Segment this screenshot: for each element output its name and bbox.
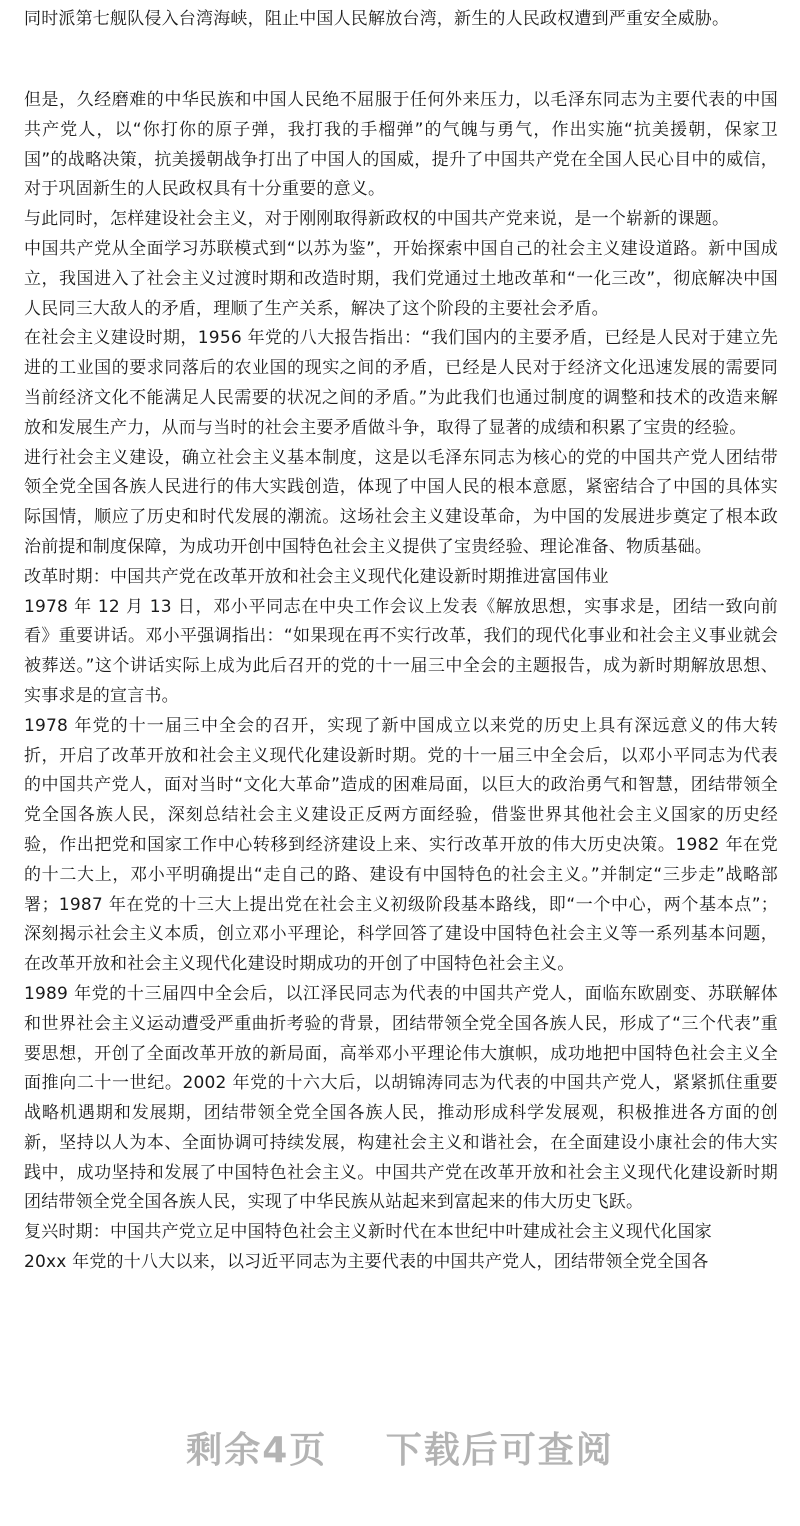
- paragraph: 1978 年党的十一届三中全会的召开，实现了新中国成立以来党的历史上具有深远意义的伟大转折，开启了改革开放和社会主义现代化建设新时期。党的十一届三中全会后，以邓小平同志为代表的中国共产党人，面对当时“文化大革命”造成的困难局面，以巨大的政治勇气和智慧，团结带领全党全国各族人民，深刻总结社会主义建设正反两方面经验，借鉴世界其他社会主义国家的历史经验，作出把党和国家工作中心转移到经济建设上来、实行改革开放的伟大历史决策。1982 年在党的十二大上，邓小平明确提出“走自己的路、建设有中国特色的社会主义。”并制定“三步走”战略部署；1987 年在党的十三大上提出党在社会主义初级阶段基本路线，即“一个中心，两个基本点”；深刻揭示社会主义本质，创立邓小平理论，科学回答了建设中国特色社会主义等一系列基本问题，在改革开放和社会主义现代化建设时期成功的开创了中国特色社会主义。: [24, 715, 778, 975]
- remaining-pages-label: 剩余4页: [186, 1430, 328, 1471]
- paragraph: 1989 年党的十三届四中全会后，以江泽民同志为代表的中国共产党人，面临东欧剧变、苏联解体和世界社会主义运动遭受严重曲折考验的背景，团结带领全党全国各族人民，形成了“三个代表”重要思想，开创了全面改革开放的新局面，高举邓小平理论伟大旗帜，成功地把中国特色社会主义全面推向二十一世纪。2002 年党的十六大后，以胡锦涛同志为代表的中国共产党人，紧紧抓住重要战略机遇期和发展期，团结带领全党全国各族人民，推动形成科学发展观，积极推进各方面的创新，坚持以人为本、全面协调可持续发展，构建社会主义和谐社会，在全面建设小康社会的伟大实践中，成功坚持和发展了中国特色社会主义。中国共产党在改革开放和社会主义现代化建设新时期团结带领全党全国各族人民，实现了中华民族从站起来到富起来的伟大历史飞跃。: [24, 983, 778, 1213]
- download-prompt-label: 下载后可查阅: [385, 1430, 614, 1471]
- paragraph: 20xx 年党的十八大以来，以习近平同志为主要代表的中国共产党人，团结带领全党全国各: [24, 1252, 709, 1273]
- section-heading: 改革时期：中国共产党在改革开放和社会主义现代化建设新时期推进富国伟业: [24, 566, 609, 587]
- top-cut-line: 同时派第七舰队侵入台湾海峡，阻止中国人民解放台湾，新生的人民政权遭到严重安全威胁。: [24, 9, 730, 29]
- paragraph: 在社会主义建设时期，1956 年党的八大报告指出：“我们国内的主要矛盾，已经是人民对于建立先进的工业国的要求同落后的农业国的现实之间的矛盾，已经是人民对于经济文化迅速发展的需要同当前经济文化不能满足人民需要的状况之间的矛盾。”为此我们也通过制度的调整和技术的改造来解放和发展生产力，从而与当时的社会主要矛盾做斗争，取得了显著的成绩和积累了宝贵的经验。: [24, 328, 778, 438]
- paragraph: 进行社会主义建设，确立社会主义基本制度，这是以毛泽东同志为核心的党的中国共产党人团结带领全党全国各族人民进行的伟大实践创造，体现了中国人民的根本意愿，紧密结合了中国的具体实际国情，顺应了历史和时代发展的潮流。这场社会主义建设革命，为中国的发展进步奠定了根本政治前提和制度保障，为成功开创中国特色社会主义提供了宝贵经验、理论准备、物质基础。: [24, 447, 778, 557]
- paragraph: 与此同时，怎样建设社会主义，对于刚刚取得新政权的中国共产党来说，是一个崭新的课题。: [24, 209, 730, 230]
- top-cut-text: [24, 0, 778, 38]
- paragraph: 但是，久经磨难的中华民族和中国人民绝不屈服于任何外来压力，以毛泽东同志为主要代表的中国共产党人，以“你打你的原子弹，我打我的手榴弹”的气魄与勇气，作出实施“抗美援朝，保家卫国”的战略决策，抗美援朝战争打出了中国人的国威，提升了中国共产党在全国人民心目中的威信，对于巩固新生的人民政权具有十分重要的意义。: [24, 90, 778, 200]
- paragraph: 中国共产党从全面学习苏联模式到“以苏为鉴”，开始探索中国自己的社会主义建设道路。新中国成立，我国进入了社会主义过渡时期和改造时期，我们党通过土地改革和“一化三改”，彻底解决中国人民同三大敌人的矛盾，理顺了生产关系，解决了这个阶段的主要社会矛盾。: [24, 238, 778, 319]
- paragraph: 1978 年 12 月 13 日，邓小平同志在中央工作会议上发表《解放思想，实事求是，团结一致向前看》重要讲话。邓小平强调指出：“如果现在再不实行改革，我们的现代化事业和社会主义事业就会被葬送。”这个讲话实际上成为此后召开的党的十一届三中全会的主题报告，成为新时期解放思想、实事求是的宣言书。: [24, 596, 778, 706]
- section-heading: 复兴时期：中国共产党立足中国特色社会主义新时代在本世纪中叶建成社会主义现代化国家: [24, 1222, 712, 1243]
- download-banner[interactable]: [0, 1422, 800, 1473]
- document-body: [24, 0, 778, 1278]
